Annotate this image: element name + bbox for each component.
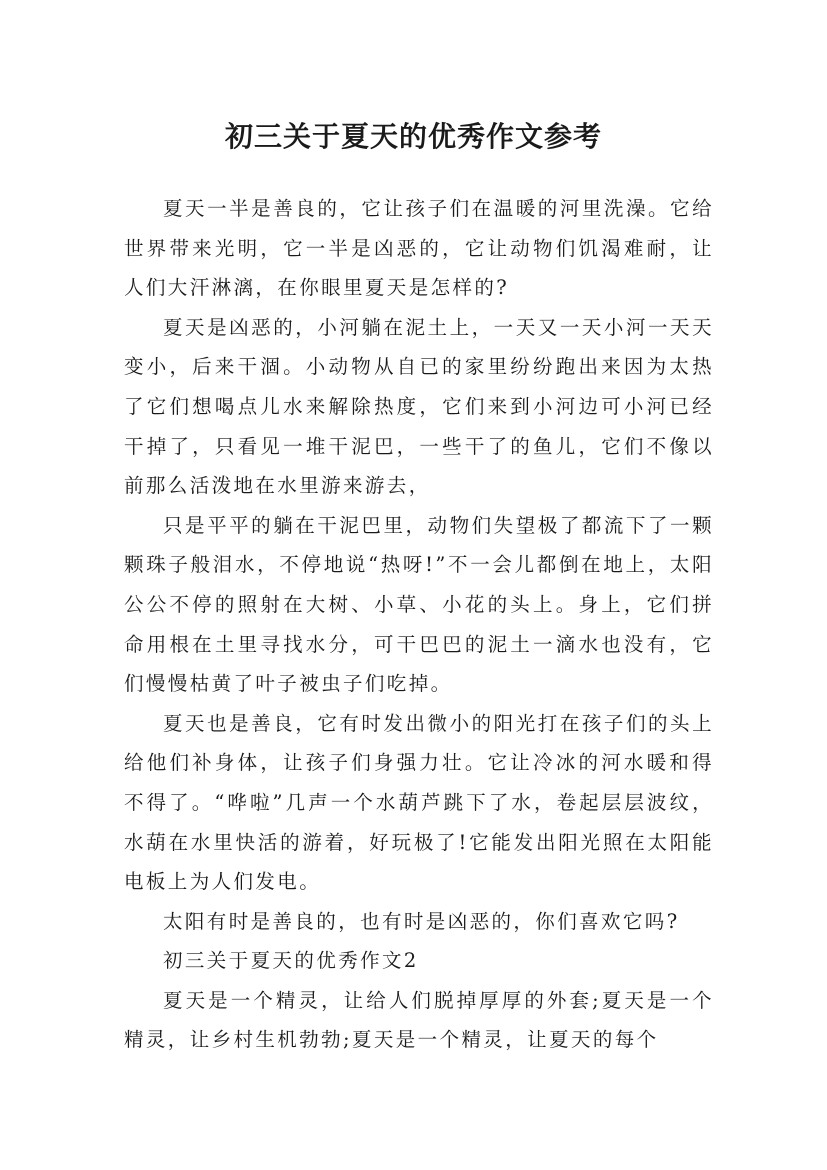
paragraph-5: 太阳有时是善良的，也有时是凶恶的，你们喜欢它吗? <box>163 909 680 933</box>
paragraph-6: 夏天是一个精灵，让给人们脱掉厚厚的外套;夏天是一个精灵，让乡村生机勃勃;夏天是一个精灵，让夏天的每个 <box>124 988 714 1052</box>
paragraph-4: 夏天也是善良，它有时发出微小的阳光打在孩子们的头上给他们补身体，让孩子们身强力壮。它让冷冰的河水暖和得不得了。“哗啦”几声一个水葫芦跳下了水，卷起层层波纹，水葫在水里快活的游着，好玩极了!它能发出阳光照在太阳能电板上为人们发电。 <box>124 711 714 894</box>
section-heading-2: 初三关于夏天的优秀作文2 <box>163 949 419 973</box>
paragraph-1: 夏天一半是善良的，它让孩子们在温暖的河里洗澡。它给世界带来光明，它一半是凶恶的，它让动物们饥渴难耐，让人们大汗淋漓，在你眼里夏天是怎样的? <box>124 197 714 300</box>
document-title: 初三关于夏天的优秀作文参考 <box>224 119 602 153</box>
document-body <box>124 189 714 1060</box>
paragraph-2: 夏天是凶恶的，小河躺在泥土上，一天又一天小河一天天变小，后来干涸。小动物从自已的家里纷纷跑出来因为太热了它们想喝点儿水来解除热度，它们来到小河边可小河已经干掉了，只看见一堆干泥巴，一些干了的鱼儿，它们不像以前那么活泼地在水里游来游去， <box>124 315 714 498</box>
paragraph-3: 只是平平的躺在干泥巴里，动物们失望极了都流下了一颗颗珠子般泪水，不停地说“热呀!”不一会儿都倒在地上，太阳公公不停的照射在大树、小草、小花的头上。身上，它们拼命用根在土里寻找水分，可干巴巴的泥土一滴水也没有，它们慢慢枯黄了叶子被虫子们吃掉。 <box>124 513 714 696</box>
